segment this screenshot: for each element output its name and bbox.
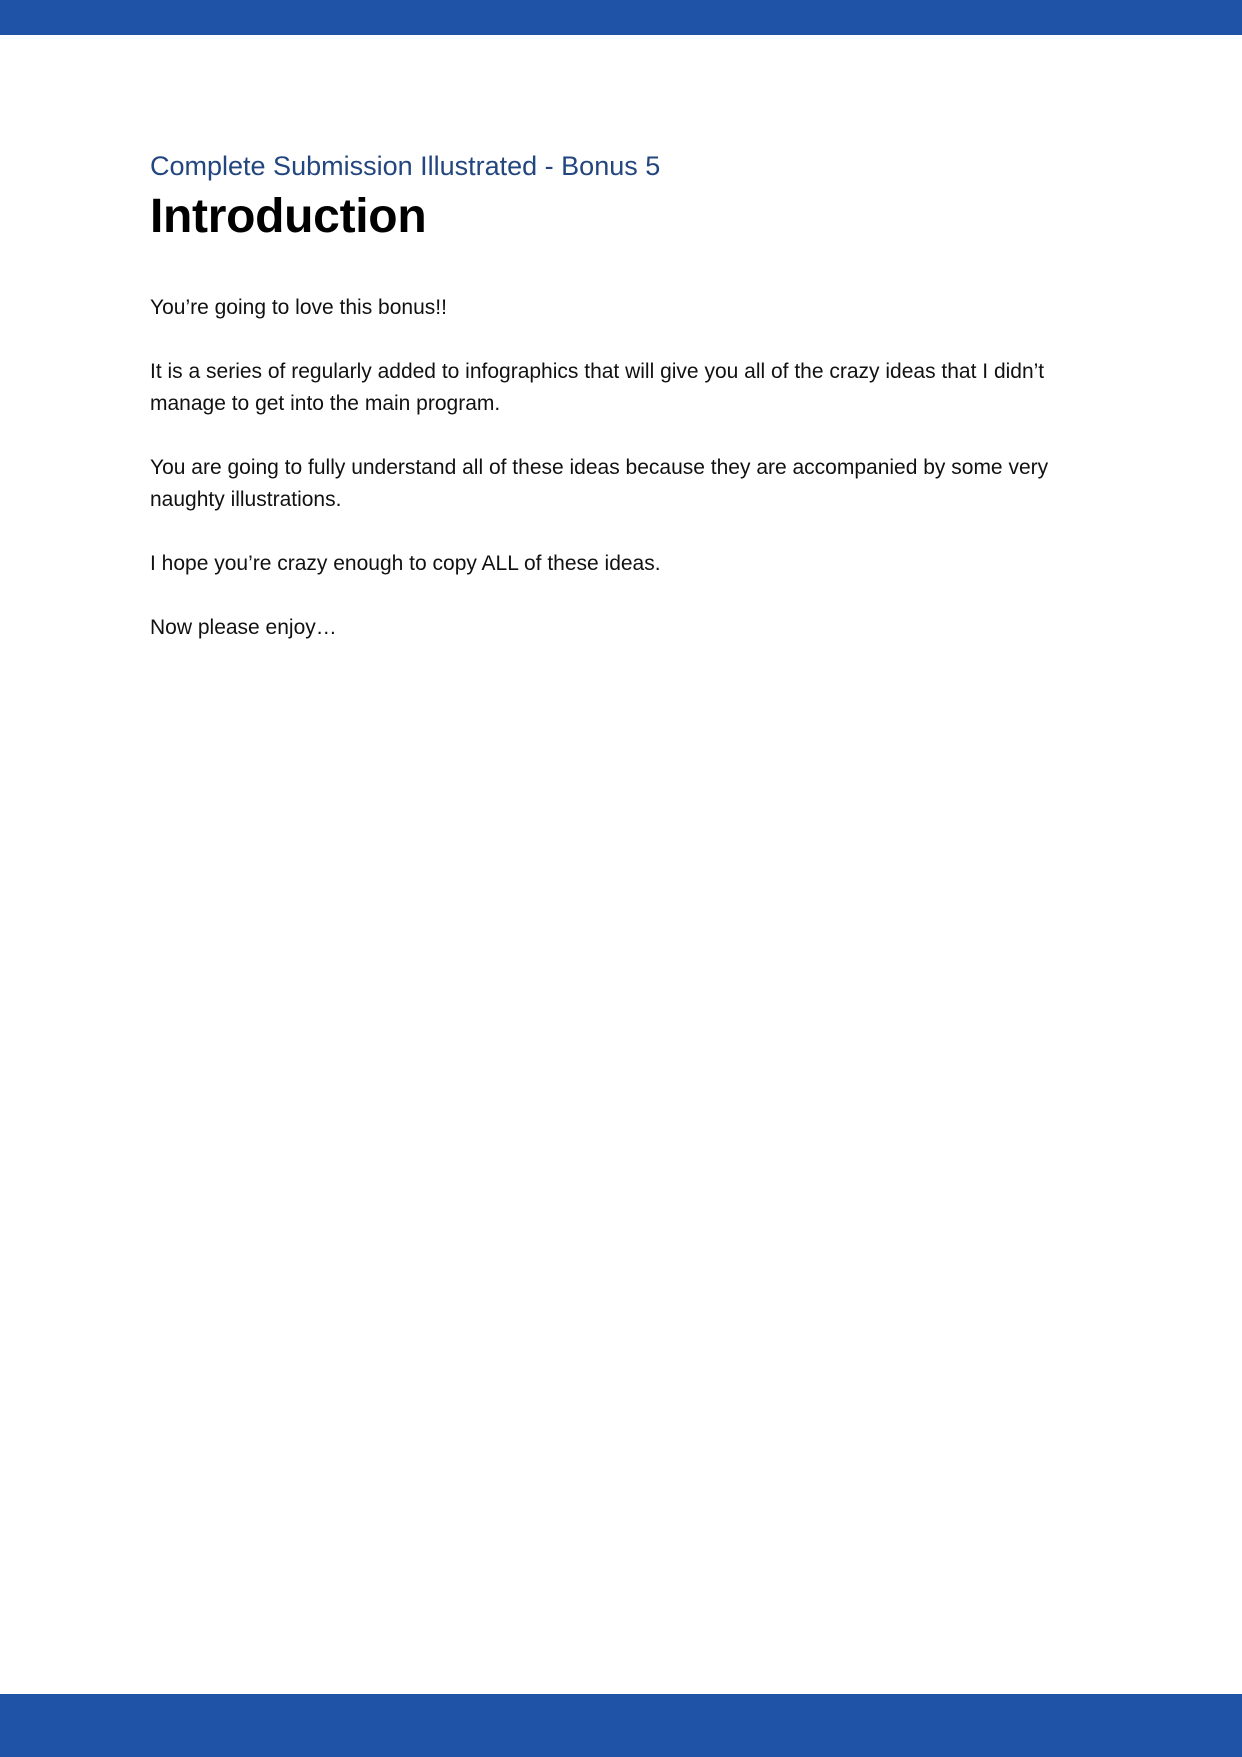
paragraph: Now please enjoy…	[150, 616, 337, 639]
paragraph: You are going to fully understand all of these ideas because they are accompanied by some very naughty illustrations.	[150, 456, 1049, 511]
paragraph: It is a series of regularly added to infographics that will give you all of the crazy ideas that I didn’t manage to get into the main program.	[150, 360, 1045, 415]
top-accent-bar	[0, 0, 1242, 35]
page-subtitle: Complete Submission Illustrated - Bonus 5	[150, 151, 661, 181]
paragraph: I hope you’re crazy enough to copy ALL of these ideas.	[150, 552, 661, 575]
body-text	[150, 292, 1090, 644]
paragraph: You’re going to love this bonus!!	[150, 296, 447, 319]
page-title: Introduction	[150, 190, 427, 243]
bottom-accent-bar	[0, 1694, 1242, 1757]
page-content	[150, 146, 1090, 676]
